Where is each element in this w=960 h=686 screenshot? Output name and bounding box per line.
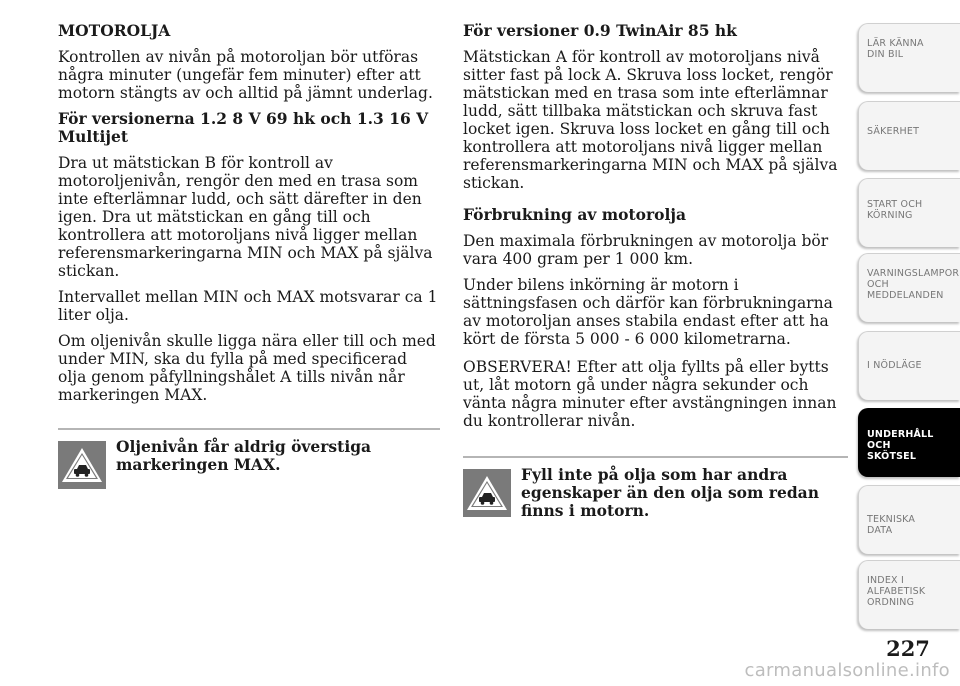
paragraph: Dra ut mätstickan B för kontroll av motoroljenivån, rengör den med en trasa som inte efterlämnar ludd, och sätt därefter in den igen. Dra ut mätstickan en gång till och kontrollera att motoroljans nivå ligger mellan referensmarkeringarna MIN och MAX på själva stickan. — [58, 154, 433, 280]
warning-text: Oljenivån får aldrig överstiga markeringen MAX. — [116, 437, 372, 474]
tab-index[interactable]: INDEX I ALFABETISK ORDNING — [858, 560, 960, 629]
warning-icon — [463, 469, 511, 517]
paragraph: Om oljenivån skulle ligga nära eller till och med under MIN, ska du fylla på med specificerad olja genom påfyllningshålet A tills nivån når markeringen MAX. — [58, 332, 436, 404]
page-number: 227 — [886, 636, 930, 661]
tab-tekniska-data[interactable]: TEKNISKA DATA — [858, 485, 960, 554]
section-heading-consumption: Förbrukning av motorolja — [463, 205, 687, 224]
right-column — [463, 22, 848, 520]
paragraph: Mätstickan A för kontroll av motoroljans nivå sitter fast på lock A. Skruva loss locket, rengör mätstickan med en trasa som inte efterlämnar ludd, sätt tillbaka mätstickan och skruva fast locket igen. Skruva loss locket en gång till och kontrollera att motoroljans nivå ligger mellan referensmarkeringarna MIN och MAX på själva stickan. — [463, 48, 838, 192]
paragraph: Under bilens inkörning är motorn i sättningsfasen och därför kan förbrukningarna av motoroljan anses stabila endast efter att ha kört de första 5 000 - 6 000 kilometrarna. — [463, 276, 833, 348]
section-heading-motorolja: MOTOROLJA — [58, 21, 171, 40]
warning-text: Fyll inte på olja som har andra egenskaper än den olja som redan finns i motorn. — [521, 465, 819, 520]
tab-underhall-och-skotsel[interactable]: UNDERHÅLL OCH SKÖTSEL — [858, 408, 960, 477]
tab-varningslampor[interactable]: VARNINGSLAMPOR OCH MEDDELANDEN — [858, 253, 960, 322]
tab-sakerhet[interactable]: SÄKERHET — [858, 101, 960, 170]
tab-lar-kanna-din-bil[interactable]: LÄR KÄNNA DIN BIL — [858, 23, 960, 92]
tab-i-nodlage[interactable]: I NÖDLÄGE — [858, 331, 960, 400]
section-heading-twinair: För versioner 0.9 TwinAir 85 hk — [463, 21, 737, 40]
paragraph: Intervallet mellan MIN och MAX motsvarar ca 1 liter olja. — [58, 288, 438, 324]
warning-icon — [58, 441, 106, 489]
paragraph: OBSERVERA! Efter att olja fyllts på eller bytts ut, låt motorn gå under några sekunder och vänta några minuter efter avstängningen innan du kontrollerar nivån. — [463, 358, 837, 430]
left-column — [58, 22, 440, 489]
chapter-tabs — [858, 0, 960, 640]
paragraph: Den maximala förbrukningen av motorolja bör vara 400 gram per 1 000 km. — [463, 232, 829, 268]
paragraph: Kontrollen av nivån på motoroljan bör utföras några minuter (ungefär fem minuter) efter att motorn stängts av och alltid på jämnt underlag. — [58, 48, 433, 102]
warning-box — [58, 428, 440, 489]
tab-start-och-korning[interactable]: START OCH KÖRNING — [858, 178, 960, 247]
section-heading-versions: För versionerna 1.2 8 V 69 hk och 1.3 16 V Multijet — [58, 109, 429, 146]
watermark: carmanualsonline.info — [744, 660, 950, 681]
warning-box — [463, 456, 848, 520]
